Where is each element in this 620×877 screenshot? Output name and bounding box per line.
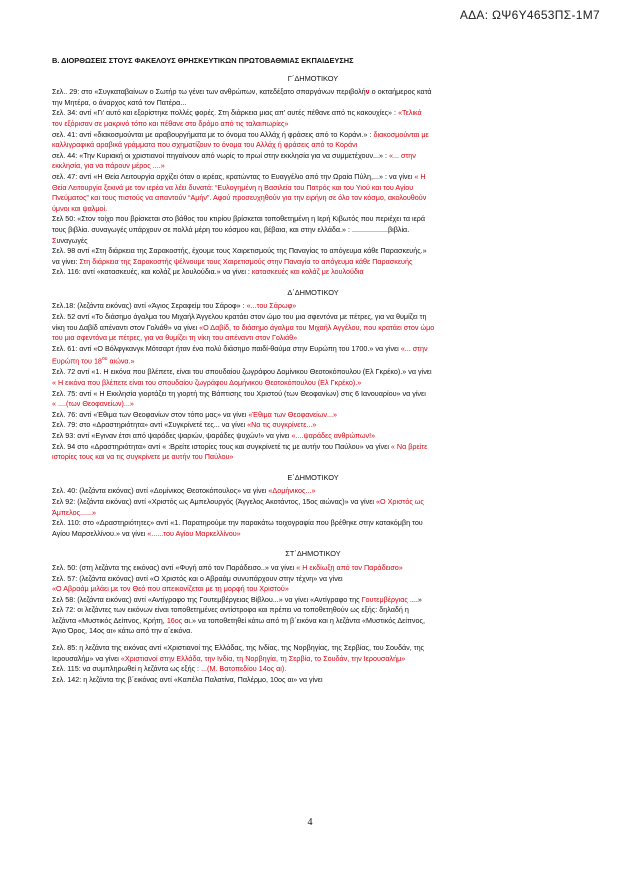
- original-text: Σελ. 85: η λεζάντα της εικόνας αντί «Χριστιανοί της Ελλάδας, της Ινδίας, της Νορβηγίας, της Σερβίας, του Σουδάν, της: [52, 643, 425, 653]
- original-text: σελ. 47: αντί «Η Θεία Λειτουργία αρχίζει όταν ο ιερέας, κρατώντας το Ευαγγέλιο από την Ωραία Πύλη,...» : να γίνει: [52, 171, 415, 181]
- sections-container: [52, 74, 574, 686]
- text-line: [52, 626, 574, 637]
- correction-text: Στη διάρκεια της Σαρακοστής ψέλνουμε τους Χαιρετισμούς στην Παναγία το απόγευμα κάθε Παρασκευής: [79, 256, 413, 266]
- original-text: Σελ. 116: αντί «κατασκευές, και κολάζ με λουλούδια.» να γίνει :: [52, 267, 252, 277]
- text-line: [52, 584, 574, 595]
- correction-text: Άμπελος......»: [52, 507, 97, 517]
- text-line: [52, 354, 574, 367]
- correction-text: τον εξόρισαν σε μακρινό τόπο και πέθανε στο δρόμο από τις ταλαιπωρίες»: [52, 118, 289, 128]
- original-text: Σελ. 57: (λεζάντα εικόνας) αντί «Ο Χριστός και ο Αβραάμ συνυπάρχουν στην τέχνη» να γίνει: [52, 573, 343, 583]
- text-line: [52, 267, 574, 278]
- page-number: 4: [307, 817, 313, 828]
- text-line: [52, 563, 574, 574]
- original-text: νίκη του Δαβίδ απέναντι στον Γολιάθ» να γίνει: [52, 322, 200, 332]
- text-line: [52, 675, 574, 686]
- text-line: [52, 486, 574, 497]
- correction-text: «... στην: [389, 150, 416, 160]
- original-text: λεζάντα «Μυστικός Δείπνος, Κρήτη,: [52, 615, 167, 625]
- original-text: Σελ. 94 στο «Δραστηριότητα» αντί « :Βρείτε ιστορίες τους και συγκρίνετέ τις με αυτήν του Παύλου» να γίνει: [52, 441, 391, 451]
- correction-text: «...του Σάρωφ»: [246, 301, 297, 311]
- correction-text: «Χριστιανοί στην Ελλάδα, την Ινδία, τη Νορβηγία, τη Σερβία, το Σουδάν, την Ιερουσαλήμ»: [120, 653, 406, 663]
- original-text: τους βιβλία. συναγωγές υπάρχουν σε πολλά μέρη του κόσμου και, βέβαια, και στην ελλάδα.» : ..................βιβλία.: [52, 224, 410, 234]
- correction-text: «Ο Χριστός ως: [376, 496, 424, 506]
- correction-text: καλλιγραφικά αραβικά γράμματα που σχηματίζουν το όνομα του Αλλάχ ή φράσεις από το Κοράνι: [52, 140, 358, 150]
- original-text: Σελ. 52 αντί «Το διάσημο άγαλμα του Μιχαήλ Άγγελου κρατάει στον ώμο του μια σφεντόνα με πέτρες, για να θυμίζει τη: [52, 312, 427, 322]
- text-line: [52, 246, 574, 257]
- correction-text: « Να βρείτε: [390, 441, 428, 451]
- correction-text: ου: [101, 356, 108, 363]
- text-line: [52, 98, 574, 109]
- original-text: Σελ.. 29: στο «Συγκαταβαίνων ο Σωτήρ τω γένει των ανθρώπων, κατεδέξατο σπαργάνων περιβολή: [52, 87, 366, 97]
- text-line: [52, 140, 574, 151]
- text-line: [52, 119, 574, 130]
- original-text: Σελ.18: (λεζάντα εικόνας) αντί «Άγιος Σεραφείμ του Σάροφ» :: [52, 301, 247, 311]
- correction-text: αιώνα.»: [107, 356, 135, 366]
- correction-text: κατασκευές και κολάζ με λουλούδια: [251, 267, 364, 277]
- correction-text: του μια σφεντόνα με πέτρες, για να θυμίζει τη νίκη του απέναντι στον Γολιάθ»: [52, 333, 298, 343]
- correction-text: Σ: [52, 235, 57, 245]
- text-line: [52, 161, 574, 172]
- text-line: [52, 595, 574, 606]
- section-title: Δ΄ΔΗΜΟΤΙΚΟΥ: [287, 287, 339, 297]
- section-title: Γ΄ΔΗΜΟΤΙΚΟΥ: [287, 73, 339, 83]
- text-line: [52, 508, 574, 519]
- text-line: [52, 193, 574, 204]
- text-line: [52, 497, 574, 508]
- original-text: την Μητέρα, ο άναρχος κατά τον Πατέρα...: [52, 97, 187, 107]
- original-text: αι.» να τοποθετηθεί κάτω από τη β΄εικόνα και η λεζάντα «Μυστικός Δείπνος,: [182, 615, 425, 625]
- correction-text: διακοσμούνται με: [373, 129, 429, 139]
- text-line: [52, 367, 574, 378]
- correction-text: «... στην: [400, 343, 428, 353]
- original-text: Άγιο Όρος, 14ος αι» κάτω από την α΄εικόνα.: [52, 626, 193, 636]
- original-text: Σελ. 34: αντί «Γι’ αυτό και εξορίστηκε πολλές φορές. Στη διάρκεια μιας απ’ αυτές πέθανε από τις κακουχίες» :: [52, 108, 399, 118]
- correction-text: «Να τις συγκρίνετε...»: [247, 420, 317, 430]
- original-text: Αγίου Μαρσελλίνου.» να γίνει: [52, 528, 148, 538]
- text-line: [52, 399, 574, 410]
- ada-code: ΑΔΑ: ΩΨ6Υ4653ΠΣ-1Μ7: [459, 8, 600, 22]
- correction-text: ιστορίες τους και να τις συγκρίνετε με αυτήν του Παύλου»: [52, 452, 234, 462]
- correction-text: « Η εικόνα που βλέπετε είναι του σπουδαίου ζωγράφου Δομήνικου Θεοτοκόπουλου (Ελ Γκρέκο).»: [52, 378, 362, 388]
- text-line: [52, 378, 574, 389]
- original-text: Σελ. 115: να συμπληρωθεί η λεζάντα ως εξής :: [52, 664, 202, 674]
- original-text: Σελ. 76: αντί «Έθιμα των Θεοφανίων στον τόπο μας» να γίνει: [52, 409, 249, 419]
- text-line: [52, 257, 574, 268]
- correction-text: Θεία Λειτουργία ξεκινά με τον ιερέα να λέει δυνατά: “Ευλογημένη η Βασιλεία του Πατρός και του Υιού και του Αγίου: [52, 182, 414, 192]
- text-line: [52, 236, 574, 247]
- correction-text: «Έθιμα των Θεοφανείων...»: [248, 409, 337, 419]
- original-text: Σελ 93: αντί «Εγιναν έτσι από ψαράδες ψαριών, ψαράδες ψυχών!» να γίνει: [52, 430, 292, 440]
- original-text: σελ. 44: «Την Κυριακή οι χριστιανοί πηγαίνουν από νωρίς το πρωί στην εκκλησία για να συμμετέχουν...» :: [52, 150, 390, 160]
- document-body: [52, 56, 574, 685]
- original-text: Σελ. 98 αντί «Στη διάρκεια της Σαρακοστής, έχουμε τους Χαιρετισμούς της Παναγίας το απόγευμα κάθε Παρασκευής.»: [52, 246, 427, 256]
- correction-text: ύμνοι και ψαλμοί.: [52, 203, 108, 213]
- text-line: [52, 301, 574, 312]
- section-title: Ε΄ΔΗΜΟΤΙΚΟΥ: [287, 472, 339, 482]
- original-text: Σελ 72: οι λεζάντες των εικόνων είναι τοποθετημένες αντίστροφα και πρέπει να τοποθετηθούν ως εξής: δηλαδή η: [52, 605, 409, 615]
- correction-text: «Ο Αβραάμ μιλάει με τον Θεό που απεικονίζεται με τη μορφή του Χριστού»: [52, 584, 289, 594]
- text-line: [52, 643, 574, 654]
- text-line: [52, 312, 574, 323]
- text-line: [52, 225, 574, 236]
- original-text: Σελ. 142: η λεζάντα της β΄εικόνας αντί «Καπέλα Παλατίνα, Παλέρμο, 10ος αι» να γίνει: [52, 674, 323, 684]
- original-text: Σελ. 40: (λεζάντα εικόνας) αντί «Δομίνικος Θεοτοκόπουλος» να γίνει: [52, 486, 269, 496]
- correction-text: Γουτεμβέργιας: [361, 594, 408, 604]
- text-line: [52, 420, 574, 431]
- text-line: [52, 616, 574, 627]
- correction-text: ...(Μ. Βατοπεδίου 14ος αι).: [201, 664, 287, 674]
- correction-text: «Δομήνικος...»: [268, 486, 316, 496]
- correction-text: «Τελικά: [398, 108, 422, 118]
- original-text: υναγωγές: [56, 235, 88, 245]
- correction-text: εκκλησία, για να πάρουν μέρος ....»: [52, 161, 165, 171]
- text-line: [52, 130, 574, 141]
- text-line: [52, 151, 574, 162]
- original-text: Σελ. 61: αντί «Ο Βόλφγκανγκ Μότσαρτ ήταν ένα πολύ διάσημο παιδί-θαύμα στην Ευρώπη του 1700.» να γίνει: [52, 343, 401, 353]
- original-text: Σελ 58: (λεζάντα εικόνας) αντί «Αντίγραφο της Γουτεμβέργειας Βίβλου...» να γίνει «Αντίγραφο της: [52, 594, 362, 604]
- text-line: [52, 333, 574, 344]
- original-text: ο οκταήμερος κατά: [369, 87, 432, 97]
- text-line: [52, 605, 574, 616]
- original-text: Σελ 50: «Στον τοίχο που βρίσκεται στο βάθος του κτιρίου βρίσκεται τοποθετημένη η Ιερή Κιβωτός που περιέχει τα ιερά: [52, 214, 426, 224]
- original-text: Ιερουσαλήμ» να γίνει: [52, 653, 121, 663]
- text-line: [52, 410, 574, 421]
- text-line: [52, 452, 574, 463]
- text-line: [52, 344, 574, 355]
- text-line: [52, 529, 574, 540]
- correction-text: Πνεύματος” και τους πιστούς να απαντούν “Αμήν”. Αφού προσευχηθούν για την ειρήνη σε όλο τον κόσμο, ακολουθούν: [52, 193, 427, 203]
- text-line: [52, 431, 574, 442]
- text-line: [52, 172, 574, 183]
- original-text: Σελ. 79: στο «Δραστηριότητα» αντί «Συγκρίνετέ τες... να γίνει: [52, 420, 248, 430]
- correction-text: « ....(των Θεοφανείων)...»: [52, 399, 134, 409]
- original-text: Σελ. 75: αντί « Η Εκκλησία γιορτάζει τη γιορτή της Βάπτισης του Χριστού (των Θεοφανίων) στις 6 Ιανουαρίου» να γίνει: [52, 388, 426, 398]
- correction-text: ν: [365, 87, 370, 97]
- document-title: Β. ΔΙΟΡΘΩΣΕΙΣ ΣΤΟΥΣ ΦΑΚΕΛΟΥΣ ΘΡΗΣΚΕΥΤΙΚΩΝ ΠΡΩΤΟΒΑΘΜΙΑΣ ΕΚΠΑΙΔΕΥΣΗΣ: [52, 56, 354, 65]
- text-line: [52, 108, 574, 119]
- original-text: Σελ. 50: (στη λεζάντα της εικόνας) αντί «Φυγή από τον Παράδεισο..» να γίνει: [52, 562, 297, 572]
- correction-text: «....ψαράδες ανθρώπων!»: [291, 430, 376, 440]
- text-line: [52, 574, 574, 585]
- original-text: Σελ. 72 αντί «1. Η εικόνα που βλέπετε, είναι του σπουδαίου ζωγράφου Δομίνικου Θεοτοκόπουλου (Ελ Γκρέκο).» να γίνει: [52, 367, 432, 377]
- original-text: ....»: [407, 594, 422, 604]
- text-line: [52, 389, 574, 400]
- text-line: [52, 183, 574, 194]
- correction-text: « Η εκδίωξη από τον Παράδεισο»: [296, 562, 403, 572]
- text-line: [52, 664, 574, 675]
- original-text: να γίνει:: [52, 256, 80, 266]
- correction-text: 16ος: [166, 615, 183, 625]
- text-line: [52, 442, 574, 453]
- correction-text: « Η: [414, 171, 426, 181]
- text-line: [52, 87, 574, 98]
- correction-text: Ευρώπη του 18: [52, 356, 102, 366]
- correction-text: «......του Αγίου Μαρκελλίνου»: [147, 528, 241, 538]
- correction-text: «Ο Δαβίδ, το διάσημο άγαλμα του Μιχαήλ Αγγέλου, που κρατάει στον ώμο: [199, 322, 435, 332]
- text-line: [52, 204, 574, 215]
- text-line: [52, 323, 574, 334]
- original-text: σελ. 41: αντί «διακοσμούνται με αραβουργήματα με το όνομα του Αλλάχ ή φράσεις από το Κοράνι.» :: [52, 129, 374, 139]
- text-line: [52, 214, 574, 225]
- original-text: Σελ 92: (λεζάντα εικόνας) αντί «Χριστός ως Αμπελουργός (Άγγελος Ακοτάντος, 15ος αιώνας)» να γίνει: [52, 496, 376, 506]
- original-text: Σελ. 110: στο «Δραστηριότητες» αντί «1. Παρατηρούμε την παρακάτω τοιχογραφία που βρέθηκε στην κατακόμβη του: [52, 518, 423, 528]
- section-title: ΣΤ΄ΔΗΜΟΤΙΚΟΥ: [285, 549, 341, 559]
- text-line: [52, 518, 574, 529]
- text-line: [52, 654, 574, 665]
